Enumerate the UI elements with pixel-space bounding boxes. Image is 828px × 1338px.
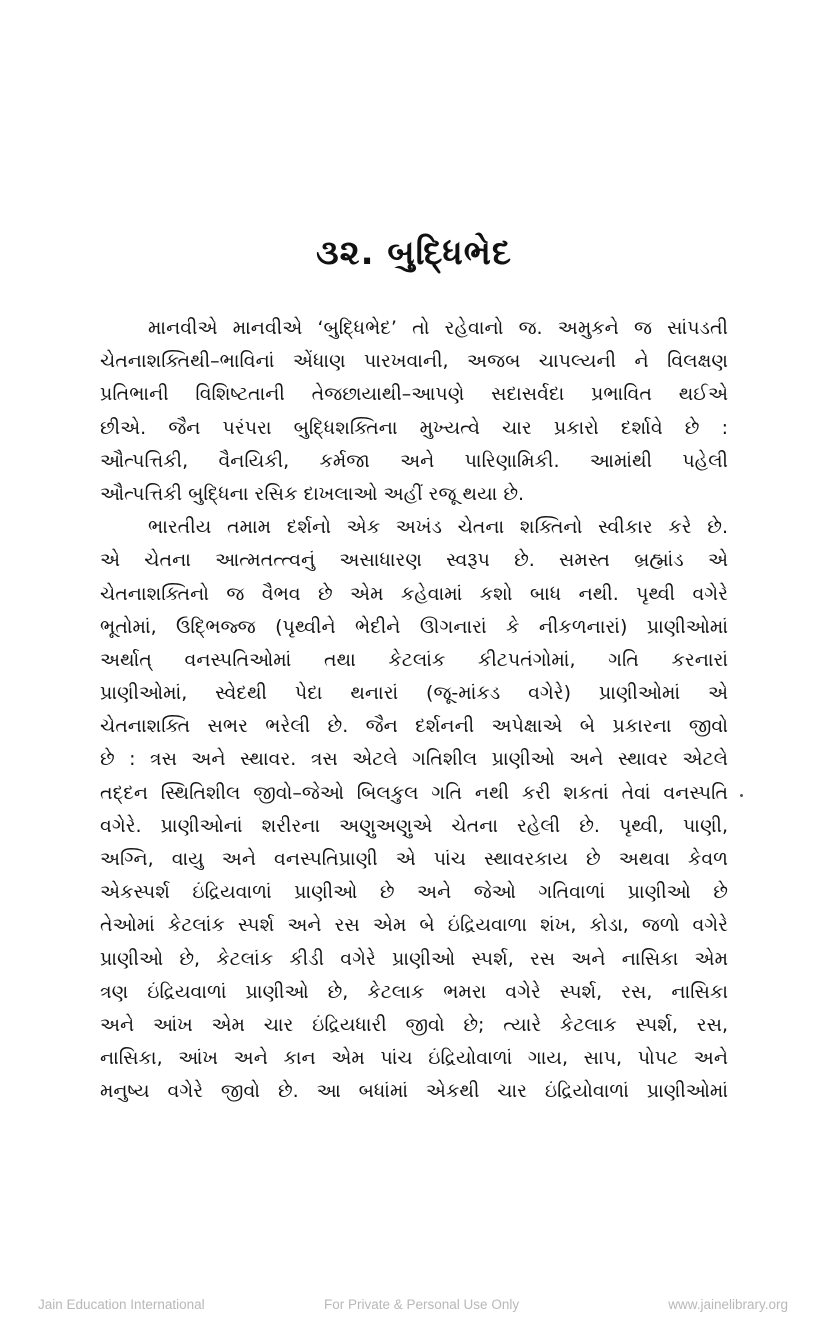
text-line: પ્રાણીઓમાં, સ્વેદથી પેદા થનારાં (જૂ-માંકડ વગેરે) પ્રાણીઓમાં એ (100, 682, 728, 705)
scan-speck (740, 794, 743, 797)
text-line: મનુષ્ય વગેરે જીવો છે. આ બધાંમાં એકથી ચાર ઇંદ્રિયોવાળાં પ્રાણીઓમાં (100, 1080, 728, 1103)
text-line: છીએ. જૈન પરંપરા બુદ્ધિશક્તિના મુખ્યત્વે ચાર પ્રકારો દર્શાવે છે : (100, 416, 728, 439)
text-line: અર્થાત્ વનસ્પતિઓમાં તથા કેટલાંક કીટપતંગોમાં, ગતિ કરનારાં (100, 648, 728, 671)
text-line: ચેતનાશક્તિનો જ વૈભવ છે એમ કહેવામાં કશો બાધ નથી. પૃથ્વી વગેરે (100, 582, 728, 605)
text-line: ચેતનાશક્તિ સભર ભરેલી છે. જૈન દર્શનની અપેક્ષાએ બે પ્રકારના જીવો (100, 715, 728, 738)
text-line: નાસિકા, આંખ અને કાન એમ પાંચ ઇંદ્રિયોવાળાં ગાય, સાપ, પોપટ અને (100, 1047, 728, 1070)
text-line: ઔત્પત્તિકી બુદ્ધિના રસિક દાખલાઓ અહીં રજૂ થયા છે. (100, 482, 525, 505)
text-line: અને આંખ એમ ચાર ઇંદ્રિયધારી જીવો છે; ત્યારે કેટલાક સ્પર્શ, રસ, (100, 1013, 728, 1036)
text-line: ચેતનાશક્તિથી–ભાવિનાં એંધાણ પારખવાની, અજબ ચાપલ્યની ને વિલક્ષણ (100, 350, 728, 373)
text-line: પ્રતિભાની વિશિષ્ટતાની તેજછાયાથી–આપણે સદાસર્વદા પ્રભાવિત થઈએ (100, 383, 728, 406)
text-line: ભૂતોમાં, ઉદ્ભિજ્જ (પૃથ્વીને ભેદીને ઊગનારાં કે નીકળનારાં) પ્રાણીઓમાં (100, 615, 728, 638)
text-line: વગેરે. પ્રાણીઓનાં શરીરના અણુઅણુએ ચેતના રહેલી છે. પૃથ્વી, પાણી, (100, 814, 728, 837)
page-footer (0, 1297, 828, 1317)
footer-website-link[interactable]: www.jainelibrary.org (668, 1297, 788, 1312)
paragraph-1 (100, 312, 728, 511)
text-line: એકસ્પર્શ ઇંદ્રિયવાળાં પ્રાણીઓ છે અને જેઓ ગતિવાળાં પ્રાણીઓ છે (100, 881, 728, 904)
text-line: ત્રણ ઇંદ્રિયવાળાં પ્રાણીઓ છે, કેટલાક ભમરા વગેરે સ્પર્શ, રસ, નાસિકા (100, 980, 728, 1003)
text-line: છે : ત્રસ અને સ્થાવર. ત્રસ એટલે ગતિશીલ પ્રાણીઓ અને સ્થાવર એટલે (100, 748, 728, 771)
text-line: માનવીએ માનવીએ ‘બુદ્ધિભેદ’ તો રહેવાનો જ. અમુકને જ સાંપડતી (148, 317, 728, 339)
footer-publisher: Jain Education International (38, 1297, 205, 1312)
paragraph-2 (100, 511, 728, 1108)
text-line: તદ્દન સ્થિતિશીલ જીવો–જેઓ બિલકુલ ગતિ નથી કરી શકતાં તેવાં વનસ્પતિ (100, 781, 728, 804)
text-line: પ્રાણીઓ છે, કેટલાંક કીડી વગેરે પ્રાણીઓ સ્પર્શ, રસ અને નાસિકા એમ (100, 947, 728, 970)
text-line: તેઓમાં કેટલાંક સ્પર્શ અને રસ એમ બે ઇંદ્રિયવાળા શંખ, કોડા, જળો વગેરે (100, 914, 728, 937)
text-line: ઔત્પત્તિકી, વૈનયિકી, કર્મજા અને પારિણામિકી. આમાંથી પહેલી (100, 449, 728, 472)
footer-usage-notice: For Private & Personal Use Only (324, 1297, 520, 1312)
text-line: અગ્નિ, વાયુ અને વનસ્પતિપ્રાણી એ પાંચ સ્થાવરકાય છે અથવા કેવળ (100, 848, 728, 870)
text-line: ભારતીય તમામ દર્શનો એક અખંડ ચેતના શક્તિનો સ્વીકાર કરે છે. (148, 516, 728, 539)
chapter-title: ૩૨. બુદ્ધિભેદ (316, 233, 512, 273)
text-line: એ ચેતના આત્મતત્ત્વનું અસાધારણ સ્વરૂપ છે. સમસ્ત બ્રહ્માંડ એ (100, 549, 728, 572)
body-text (100, 312, 728, 1109)
